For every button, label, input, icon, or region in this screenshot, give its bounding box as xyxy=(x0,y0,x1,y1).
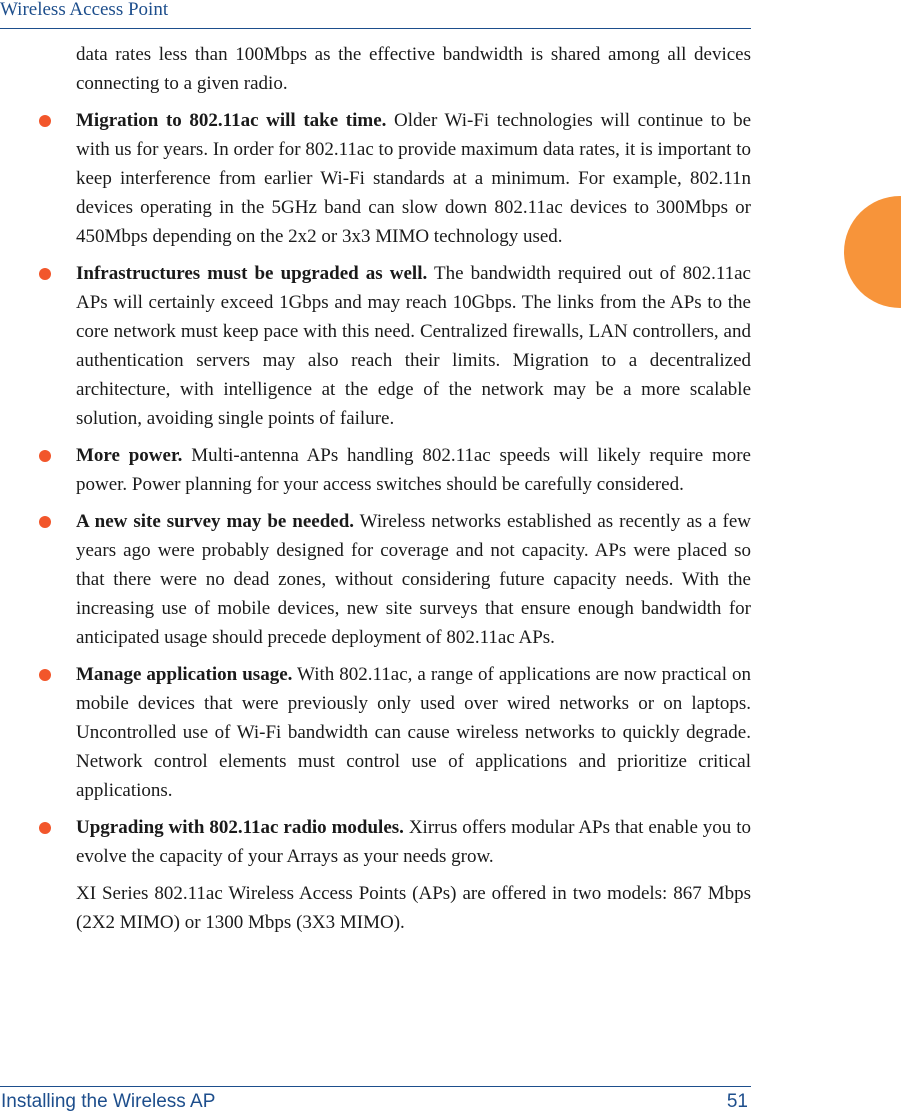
chapter-tab-marker xyxy=(844,196,901,308)
bullet-dot-icon xyxy=(39,516,51,528)
bullet-lead: More power. xyxy=(76,445,183,466)
bullet-dot-icon xyxy=(39,450,51,462)
bullet-item xyxy=(76,441,751,499)
bullet-lead: Infrastructures must be upgraded as well. xyxy=(76,263,428,284)
bullet-dot-icon xyxy=(39,822,51,834)
footer-rule xyxy=(0,1086,751,1087)
header-rule xyxy=(0,28,751,29)
bullet-lead: Migration to 802.11ac will take time. xyxy=(76,110,387,131)
bullet-item xyxy=(76,259,751,433)
bullet-item xyxy=(76,813,751,871)
bullet-lead: A new site survey may be needed. xyxy=(76,511,355,532)
body-content xyxy=(76,40,751,937)
bullet-lead: Upgrading with 802.11ac radio modules. xyxy=(76,817,404,838)
running-header: Wireless Access Point xyxy=(0,0,169,20)
intro-paragraph: data rates less than 100Mbps as the effective bandwidth is shared among all devices connecting to a given radio. xyxy=(76,44,751,94)
closing-paragraph: XI Series 802.11ac Wireless Access Points (APs) are offered in two models: 867 Mbps (2X2 MIMO) or 1300 Mbps (3X3 MIMO). xyxy=(76,883,751,933)
bullet-text: Multi-antenna APs handling 802.11ac speeds will likely require more power. Power planning for your access switches should be carefully considered. xyxy=(76,445,751,495)
bullet-text: Wireless networks established as recently as a few years ago were probably designed for coverage and not capacity. APs were placed so that there were no dead zones, without considering future capacity needs. With the increasing use of mobile devices, new site surveys that ensure enough bandwidth for anticipated usage should precede deployment of 802.11ac APs. xyxy=(76,511,751,648)
bullet-text: The bandwidth required out of 802.11ac APs will certainly exceed 1Gbps and may reach 10Gbps. The links from the APs to the core network must keep pace with this need. Centralized firewalls, LAN controllers, and authentication servers may also reach their limits. Migration to a decentralized architecture, with intelligence at the edge of the network may be a more scalable solution, avoiding single points of failure. xyxy=(76,263,751,429)
bullet-item xyxy=(76,507,751,652)
bullet-text: Xirrus offers modular APs that enable you to evolve the capacity of your Arrays as your needs grow. xyxy=(76,817,751,867)
bullet-dot-icon xyxy=(39,115,51,127)
bullet-text: Older Wi-Fi technologies will continue to be with us for years. In order for 802.11ac to provide maximum data rates, it is important to keep interference from earlier Wi-Fi standards at a minimum. For example, 802.11n devices operating in the 5GHz band can slow down 802.11ac devices to 300Mbps or 450Mbps depending on the 2x2 or 3x3 MIMO technology used. xyxy=(76,110,752,247)
bullet-dot-icon xyxy=(39,268,51,280)
bullet-item xyxy=(76,106,751,251)
bullet-item xyxy=(76,660,751,805)
bullet-dot-icon xyxy=(39,669,51,681)
footer-title: Installing the Wireless AP xyxy=(1,1091,216,1112)
bullet-text: With 802.11ac, a range of applications are now practical on mobile devices that were previously only used over wired networks or on laptops. Uncontrolled use of Wi-Fi bandwidth can cause wireless networks to quickly degrade. Network control elements must control use of applications and prioritize critical applications. xyxy=(76,664,751,801)
bullet-lead: Manage application usage. xyxy=(76,664,293,685)
page-number: 51 xyxy=(726,1091,748,1112)
